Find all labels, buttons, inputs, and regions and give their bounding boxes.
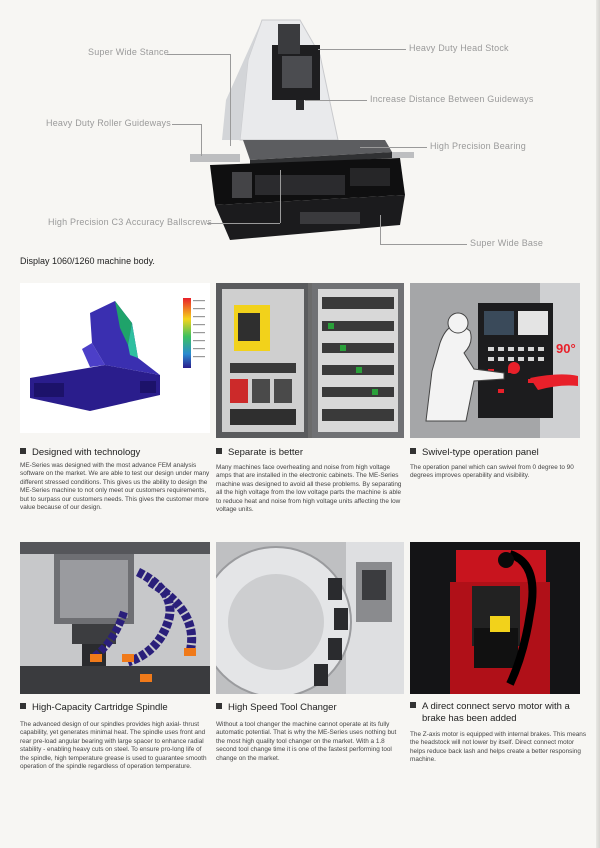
bullet-square-icon xyxy=(410,448,416,454)
leader-line xyxy=(318,49,406,50)
leader-line xyxy=(305,100,367,101)
bullet-square-icon xyxy=(216,703,222,709)
callout-c3-ballscrews: High Precision C3 Accuracy Ballscrews xyxy=(48,217,212,227)
leader-line xyxy=(360,147,427,148)
feature-heading-servo: A direct connect servo motor with a brake has been added xyxy=(410,701,588,725)
leader-line xyxy=(380,244,467,245)
feature-heading-separate: Separate is better xyxy=(216,447,404,459)
feature-body-tool-changer: Without a tool changer the machine cannot operate at its fully automatic potential. That is why the ME-Series uses nothing but the most high quality tool changer on the market. With a 1.8 second tool change time it is one of the fastest performing tool change on the market. xyxy=(216,721,397,762)
swivel-panel-image xyxy=(410,283,580,438)
feature-body-spindle: The advanced design of our spindles provides high axial- thrust capability, yet generates minimal heat. The spindle uses front and rear pre-load angular bearing with large spacer to enhance radial stability - enabling heavy cuts on steel. To ensure pro-long life of the spindle, high temperature grease is used to guarantee smooth operation of the spindle regardless of operation temperature. xyxy=(20,721,207,771)
feature-body-servo: The Z-axis motor is equipped with internal brakes. This means the headstock will not lower by itself. Direct connect motor helps reduce back lash and helps create a better responsing machine. xyxy=(410,731,587,764)
feature-body-designed: ME-Series was designed with the most advance FEM analysis software on the market. We are able to test our design under many different stressed conditions. This gives us the ability to design the ME-Series machine to not only meet our customers requirements, but to surpass our customers needs. This gives the customer more value because of our design. xyxy=(20,462,210,512)
spindle-image xyxy=(20,542,210,694)
leader-line xyxy=(230,54,231,146)
page-edge xyxy=(596,0,600,848)
callout-roller-guideways: Heavy Duty Roller Guideways xyxy=(46,118,171,128)
machine-body-caption: Display 1060/1260 machine body. xyxy=(20,256,155,266)
leader-line xyxy=(172,124,201,125)
bullet-square-icon xyxy=(20,448,26,454)
servo-motor-image xyxy=(410,542,580,694)
swivel-angle-overlay: 90° xyxy=(556,341,576,356)
bullet-square-icon xyxy=(410,702,416,708)
callout-high-precision-bearing: High Precision Bearing xyxy=(430,141,526,151)
leader-line xyxy=(207,223,280,224)
bullet-square-icon xyxy=(20,703,26,709)
callout-increase-distance: Increase Distance Between Guideways xyxy=(370,94,534,104)
leader-line xyxy=(201,124,202,156)
leader-line xyxy=(167,54,230,55)
leader-line xyxy=(380,215,381,244)
feature-body-separate: Many machines face overheating and noise from high voltage amps that are installed in the electronic cabinets. The ME-Series machine was designed to avoid all these problems. By separating all the high voltage from the low voltage parts the machine is able to reduce heat and noise from high voltage units affecting the low voltage units. xyxy=(216,464,402,514)
bullet-square-icon xyxy=(216,448,222,454)
hero-machine-section xyxy=(0,0,600,255)
callout-heavy-duty-head-stock: Heavy Duty Head Stock xyxy=(409,43,509,53)
fem-analysis-image xyxy=(20,283,210,433)
feature-heading-tool-changer: High Speed Tool Changer xyxy=(216,702,404,714)
electrical-cabinet-image xyxy=(216,283,404,438)
tool-changer-image xyxy=(216,542,404,694)
feature-heading-swivel: Swivel-type operation panel xyxy=(410,447,580,459)
feature-heading-spindle: High-Capacity Cartridge Spindle xyxy=(20,702,210,714)
feature-heading-designed: Designed with technology xyxy=(20,447,210,459)
callout-super-wide-base: Super Wide Base xyxy=(470,238,544,248)
feature-body-swivel: The operation panel which can swivel from 0 degree to 90 degrees improves operability and visibility. xyxy=(410,464,574,480)
leader-line xyxy=(280,170,281,223)
callout-super-wide-stance: Super Wide Stance xyxy=(88,47,169,57)
